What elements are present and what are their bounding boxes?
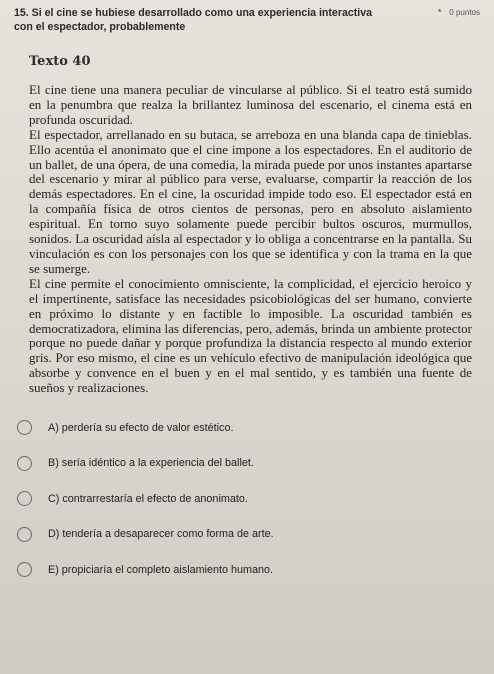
passage-body — [29, 83, 472, 396]
option-a[interactable] — [17, 420, 480, 435]
passage-paragraph: El cine permite el conocimiento omnisciente, la complicidad, el ejercicio heroico y el impertinente, satisface las necesidades psicobiológicas del ser humano, convierte en próximo lo distante y en factible lo imposible. La oscuridad también es democratizadora, elimina las diferencias, pero, además, brinda un ambiente protector porque no puede dañar y porque profundiza la distancia respecto al mundo exterior gris. Por eso mismo, el cine es un vehículo efectivo de manipulación ideológica que absorbe y convence en el buen y en el mal sentido, y es también una fuente de sueños y realizaciones. — [29, 275, 472, 396]
option-d[interactable] — [17, 527, 480, 542]
question-header — [14, 6, 480, 34]
radio-button-a[interactable] — [17, 420, 32, 435]
option-b[interactable] — [17, 456, 480, 471]
required-asterisk: * — [438, 8, 442, 17]
option-label: E) propiciaría el completo aislamiento humano. — [48, 563, 274, 576]
radio-button-d[interactable] — [17, 527, 32, 542]
radio-button-c[interactable] — [17, 491, 32, 506]
points-label — [438, 8, 480, 17]
passage-paragraph: El cine tiene una manera peculiar de vincularse al público. Si el teatro está sumido en la penumbra que realza la brillantez luminosa del escenario, el cinema está en profunda oscuridad. — [29, 82, 472, 127]
passage-title: Texto 40 — [29, 54, 91, 69]
question-text: 15. Si el cine se hubiese desarrollado como una experiencia interactiva con el espectador, probablemente — [14, 7, 372, 33]
radio-button-b[interactable] — [17, 456, 32, 471]
answer-options — [17, 420, 480, 577]
option-label: A) perdería su efecto de valor estético. — [48, 421, 234, 434]
option-label: D) tendería a desaparecer como forma de arte. — [48, 528, 274, 541]
passage-paragraph: El espectador, arrellanado en su butaca, se arreboza en una blanda capa de tinieblas. Ello acentúa el anonimato que el cine impone a los espectadores. En el auditorio de un ballet, de una ópera, de una comedia, la mirada puede por unos instantes apartarse del escenario y mirar al público para verse, evaluarse, compartir la reacción de los demás espectadores. En el cine, la oscuridad impide todo eso. El espectador está en la compañía física de otros cientos de personas, pero en absoluto aislamiento espiritual. En torno suyo solamente puede percibir bultos oscuros, murmullos, sonidos. La oscuridad aísla al espectador y lo obliga a concentrarse en la pantalla. Su vinculación es con los personajes con los que se identifica y con la trama en la que se sumerge. — [29, 126, 472, 276]
option-label: B) sería idéntico a la experiencia del ballet. — [48, 457, 254, 470]
option-label: C) contrarrestaría el efecto de anonimato. — [48, 492, 248, 505]
option-c[interactable] — [17, 491, 480, 506]
points-value: 0 puntos — [449, 8, 480, 17]
radio-button-e[interactable] — [17, 562, 32, 577]
option-e[interactable] — [17, 562, 480, 577]
